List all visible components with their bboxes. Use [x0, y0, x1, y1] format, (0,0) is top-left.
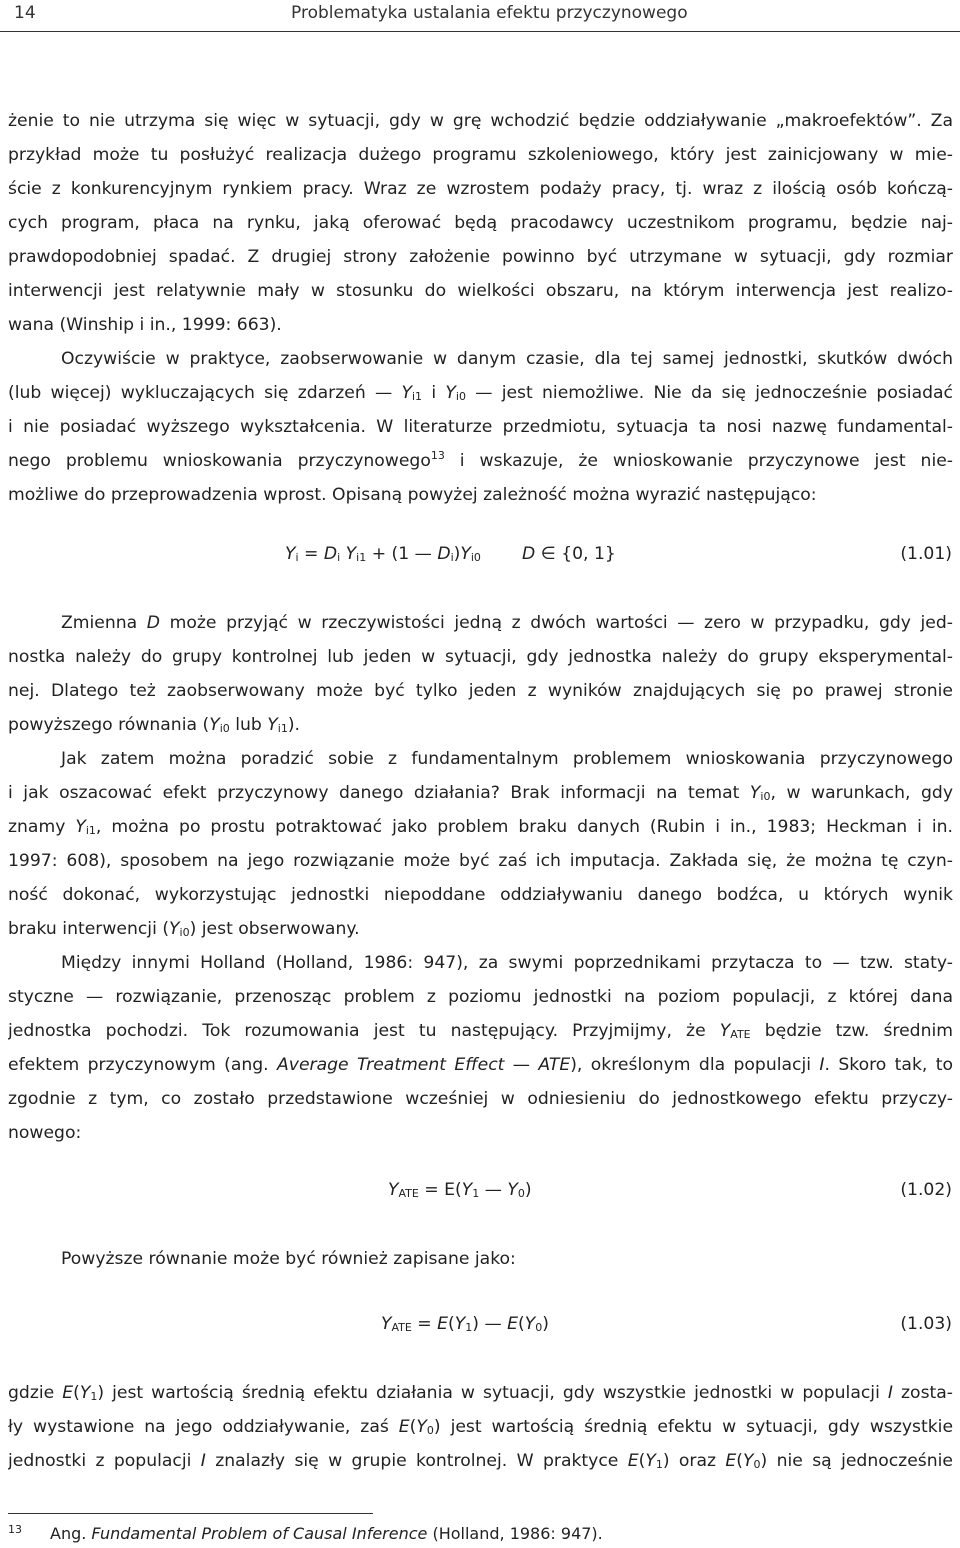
text-line: nostka należy do grupy kontrolnej lub jeden w sytuacji, gdy jednostka należy do grupy eksperymental-: [8, 647, 953, 667]
paragraph-2: [8, 342, 953, 512]
paragraph-3: [8, 606, 953, 742]
paragraph-5: [8, 946, 953, 1150]
text-line: efektem przyczynowym (ang. Average Treatment Effect — ATE), określonym dla populacji I. Skoro tak, to: [8, 1055, 953, 1075]
text-line: przykład może tu posłużyć realizacja dużego programu szkoleniowego, który jest zainicjowany w mie-: [8, 145, 953, 165]
paragraph-1: [8, 104, 953, 342]
text-line: nej. Dlatego też zaobserwowany może być tylko jeden z wyników znajdujących się po prawej stronie: [8, 681, 953, 701]
text-line: braku interwencji $(Y_{i0})$ jest obserwowany.: [8, 919, 360, 939]
text-line: interwencji jest relatywnie mały w stosunku do wielkości obszaru, na którym interwencja jest realizo-: [8, 281, 953, 301]
equation-1-03: $Y_{ATE} = E(Y_1)$ — $E(Y_0)$: [381, 1314, 549, 1334]
text-line: cych program, płaca na rynku, jaką oferować będą pracodawcy uczestnikom programu, będzie naj-: [8, 213, 953, 233]
text-line: Zmienna D może przyjąć w rzeczywistości jedną z dwóch wartości — zero w przypadku, gdy jed-: [61, 613, 953, 633]
text-line: ność dokonać, wykorzystując jednostki niepoddane oddziaływaniu danego bodźca, u których wynik: [8, 885, 953, 905]
paragraph-7: [8, 1376, 953, 1478]
text-line: styczne — rozwiązanie, przenosząc problem z poziomu jednostki na poziom populacji, z której dana: [8, 987, 953, 1007]
footnote-rule: [8, 1513, 373, 1514]
text-line: (lub więcej) wykluczających się zdarzeń — $Y_{i1}$ i $Y_{i0}$ — jest niemożliwe. Nie da się jednocześnie posiadać: [8, 383, 953, 403]
text-line: nowego:: [8, 1123, 82, 1143]
text-line: znamy $Y_{i1}$, można po prostu potraktować jako problem braku danych (Rubin i in., 1983; Heckman i in.: [8, 817, 953, 837]
equation-number: (1.02): [900, 1180, 952, 1200]
text-line: gdzie $E(Y_1)$ jest wartością średnią efektu działania w sytuacji, gdy wszystkie jednostki w populacji I zosta-: [8, 1383, 953, 1403]
header-rule: [0, 31, 960, 32]
text-line: prawdopodobniej spadać. Z drugiej strony założenie powinno być utrzymane w sytuacji, gdy rozmiar: [8, 247, 953, 267]
text-line: możliwe do przeprowadzenia wprost. Opisaną powyżej zależność można wyrazić następująco:: [8, 485, 817, 505]
text-line: Oczywiście w praktyce, zaobserwowanie w danym czasie, dla tej samej jednostki, skutków dwóch: [61, 349, 953, 369]
text-line: 1997: 608), sposobem na jego rozwiązanie może być zaś ich imputacja. Zakłada się, że można tę czyn-: [8, 851, 953, 871]
text-line: i jak oszacować efekt przyczynowy danego działania? Brak informacji na temat $Y_{i0}$, w warunkach, gdy: [8, 783, 953, 803]
text-line: jednostka pochodzi. Tok rozumowania jest tu następujący. Przyjmijmy, że $Y_{ATE}$ będzie tzw. średnim: [8, 1021, 953, 1041]
equation-1-02: $Y_{ATE} = E(Y_1$ — $Y_0$): [388, 1180, 532, 1200]
text-line: jednostki z populacji I znalazły się w grupie kontrolnej. W praktyce $E(Y_1)$ oraz $E(Y_0)$ nie są jednocześnie: [8, 1451, 953, 1471]
text-line: zgodnie z tym, co zostało przedstawione wcześniej w odniesieniu do jednostkowego efektu przyczy-: [8, 1089, 953, 1109]
equation-number: (1.01): [900, 544, 952, 564]
text-line: i nie posiadać wyższego wykształcenia. W literaturze przedmiotu, sytuacja ta nosi nazwę fundamental-: [8, 417, 953, 437]
page-number: 14: [14, 3, 36, 23]
text-line: Jak zatem można poradzić sobie z fundamentalnym problemem wnioskowania przyczynowego: [61, 749, 953, 769]
footnote-title: Fundamental Problem of Causal Inference: [91, 1524, 428, 1543]
running-title: Problematyka ustalania efektu przyczynowego: [291, 3, 688, 23]
paragraph-6: [8, 1242, 953, 1276]
text-line: powyższego równania ($Y_{i0}$ lub $Y_{i1}$).: [8, 715, 300, 735]
text-line: ły wystawione na jego oddziaływanie, zaś $E(Y_0)$ jest wartością średnią efektu w sytuacji, gdy wszystkie: [8, 1417, 953, 1437]
text-line: ście z konkurencyjnym rynkiem pracy. Wraz ze wzrostem podaży pracy, tj. wraz z ilością osób kończą-: [8, 179, 953, 199]
running-header: [0, 0, 960, 32]
footnote-number: 13: [8, 1523, 22, 1536]
footnote: $^{13}$ Ang. Fundamental Problem of Causal Inference (Holland, 1986: 947).: [8, 1523, 603, 1543]
paragraph-4: [8, 742, 953, 946]
equation-number: (1.03): [900, 1314, 952, 1334]
equation-1-01-domain: D ∈ {0, 1}: [522, 544, 616, 564]
text-line: żenie to nie utrzyma się więc w sytuacji, gdy w grę wchodzić będzie oddziaływanie „makroefektów”. Za: [8, 111, 953, 131]
text-line: wana (Winship i in., 1999: 663).: [8, 315, 282, 335]
text-line: Między innymi Holland (Holland, 1986: 947), za swymi poprzednikami przytacza to — tzw. staty-: [61, 953, 953, 973]
text-line: nego problemu wnioskowania przyczynowego$^{13}$ i wskazuje, że wnioskowanie przyczynowe jest nie-: [8, 449, 953, 471]
text-line: Powyższe równanie może być również zapisane jako:: [61, 1249, 516, 1269]
equation-1-01: $Y_i = D_i$ $Y_{i1} + (1$ — $D_i)Y_{i0}$: [285, 544, 481, 564]
footnote-ref[interactable]: 13: [430, 449, 445, 462]
